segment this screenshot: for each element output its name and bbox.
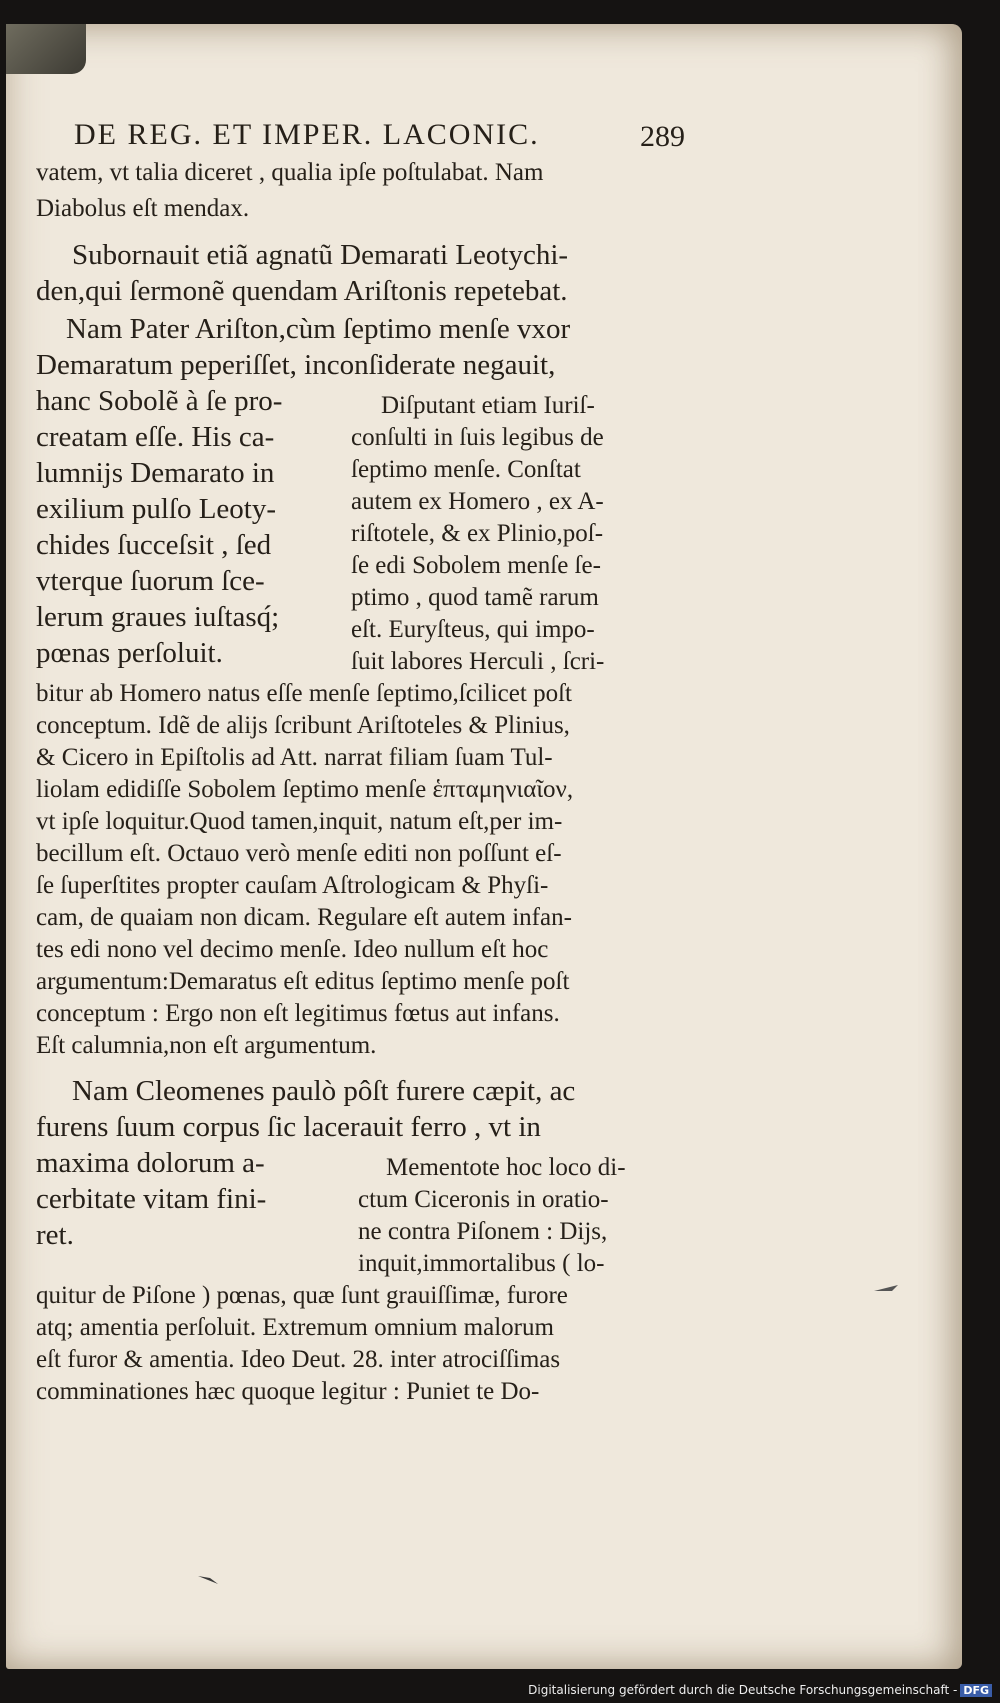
running-header: DE REG. ET IMPER. LACONIC. xyxy=(74,118,540,151)
dfg-logo: DFG xyxy=(960,1684,992,1697)
corner-tab xyxy=(6,24,86,74)
text-line: becillum eſt. Octauo verò menſe editi non poſſunt eſ- xyxy=(36,840,562,867)
page-number: 289 xyxy=(640,120,685,153)
text-line: pœnas perſoluit. xyxy=(36,637,223,669)
text-line: eſt furor & amentia. Ideo Deut. 28. inter atrociſſimas xyxy=(36,1346,561,1373)
text-line: creatam eſſe. His ca- xyxy=(36,421,275,453)
text-line: cam, de quaiam non dicam. Regulare eſt autem infan- xyxy=(36,904,572,931)
text-line: ſe ſuperſtites propter cauſam Aſtrologicam & Phyſi- xyxy=(36,872,549,899)
text-line: comminationes hæc quoque legitur : Puniet te Do- xyxy=(36,1378,540,1405)
side-note-line: ſe edi Sobolem menſe ſe- xyxy=(351,552,601,579)
text-line: Subornauit etiã agnatũ Demarati Leotychi- xyxy=(72,239,569,271)
text-line: Demaratum peperiſſet, inconſiderate negauit, xyxy=(36,349,556,381)
text-line: atq; amentia perſoluit. Extremum omnium malorum xyxy=(36,1314,554,1341)
text-line: quitur de Piſone ) pœnas, quæ ſunt grauiſſimæ, furore xyxy=(36,1282,568,1309)
text-line: hanc Sobolẽ à ſe pro- xyxy=(36,385,283,417)
side-note-line: ſuit labores Herculi , ſcri- xyxy=(351,648,605,675)
text-line: vatem, vt talia diceret , qualia ipſe poſtulabat. Nam xyxy=(36,159,544,186)
text-line: tes edi nono vel decimo menſe. Ideo nullum eſt hoc xyxy=(36,936,549,963)
text-line: Nam Cleomenes paulò pôſt furere cæpit, ac xyxy=(72,1075,576,1107)
text-line: bitur ab Homero natus eſſe menſe ſeptimo,ſcilicet poſt xyxy=(36,680,572,707)
side-note-line: Mementote hoc loco di- xyxy=(386,1154,626,1181)
text-line: Diabolus eſt mendax. xyxy=(36,195,250,222)
side-note-line: ptimo , quod tamẽ rarum xyxy=(351,584,599,611)
side-note-line: ne contra Piſonem : Dijs, xyxy=(358,1218,608,1245)
credit-text: Digitalisierung gefördert durch die Deutsche Forschungsgemeinschaft - xyxy=(528,1683,958,1697)
text-line: lumnijs Demarato in xyxy=(36,457,275,489)
text-line: lerum graues iuſtasq́; xyxy=(36,601,280,633)
text-line: exilium pulſo Leoty- xyxy=(36,493,277,525)
text-line: Eſt calumnia,non eſt argumentum. xyxy=(36,1032,377,1059)
text-line: den,qui ſermonẽ quendam Ariſtonis repetebat. xyxy=(36,275,568,307)
text-line: vt ipſe loquitur.Quod tamen,inquit, natum eſt,per im- xyxy=(36,808,563,835)
side-note-line: inquit,immortalibus ( lo- xyxy=(358,1250,605,1277)
text-line: Nam Pater Ariſton,cùm ſeptimo menſe vxor xyxy=(66,313,571,345)
text-line: maxima dolorum a- xyxy=(36,1147,265,1179)
ink-smudge-icon xyxy=(872,1281,902,1295)
text-line: conceptum. Idẽ de alijs ſcribunt Ariſtoteles & Plinius, xyxy=(36,712,570,739)
side-note-line: eſt. Euryſteus, qui impo- xyxy=(351,616,595,643)
digitization-credit xyxy=(528,1683,992,1697)
text-line: vterque ſuorum ſce- xyxy=(36,565,265,597)
text-line: & Cicero in Epiſtolis ad Att. narrat filiam ſuam Tul- xyxy=(36,744,553,771)
side-note-line: riſtotele, & ex Plinio,poſ- xyxy=(351,520,604,547)
side-note-line: conſulti in ſuis legibus de xyxy=(351,424,604,451)
text-line: cerbitate vitam fini- xyxy=(36,1183,267,1215)
text-line: ret. xyxy=(36,1219,74,1251)
text-line: liolam edidiſſe Sobolem ſeptimo menſe ἑπταμηνιαῖον, xyxy=(36,776,574,803)
ink-smudge-icon xyxy=(196,1572,222,1588)
text-line: conceptum : Ergo non eſt legitimus fœtus aut infans. xyxy=(36,1000,560,1027)
side-note-line: ctum Ciceronis in oratio- xyxy=(358,1186,609,1213)
side-note-line: Diſputant etiam Iuriſ- xyxy=(381,392,595,419)
text-line: furens ſuum corpus ſic lacerauit ferro , vt in xyxy=(36,1111,541,1143)
book-page xyxy=(6,24,962,1669)
side-note-line: autem ex Homero , ex A- xyxy=(351,488,604,515)
side-note-line: ſeptimo menſe. Conſtat xyxy=(351,456,581,483)
text-line: chides ſucceſsit , ſed xyxy=(36,529,272,561)
text-line: argumentum:Demaratus eſt editus ſeptimo menſe poſt xyxy=(36,968,570,995)
